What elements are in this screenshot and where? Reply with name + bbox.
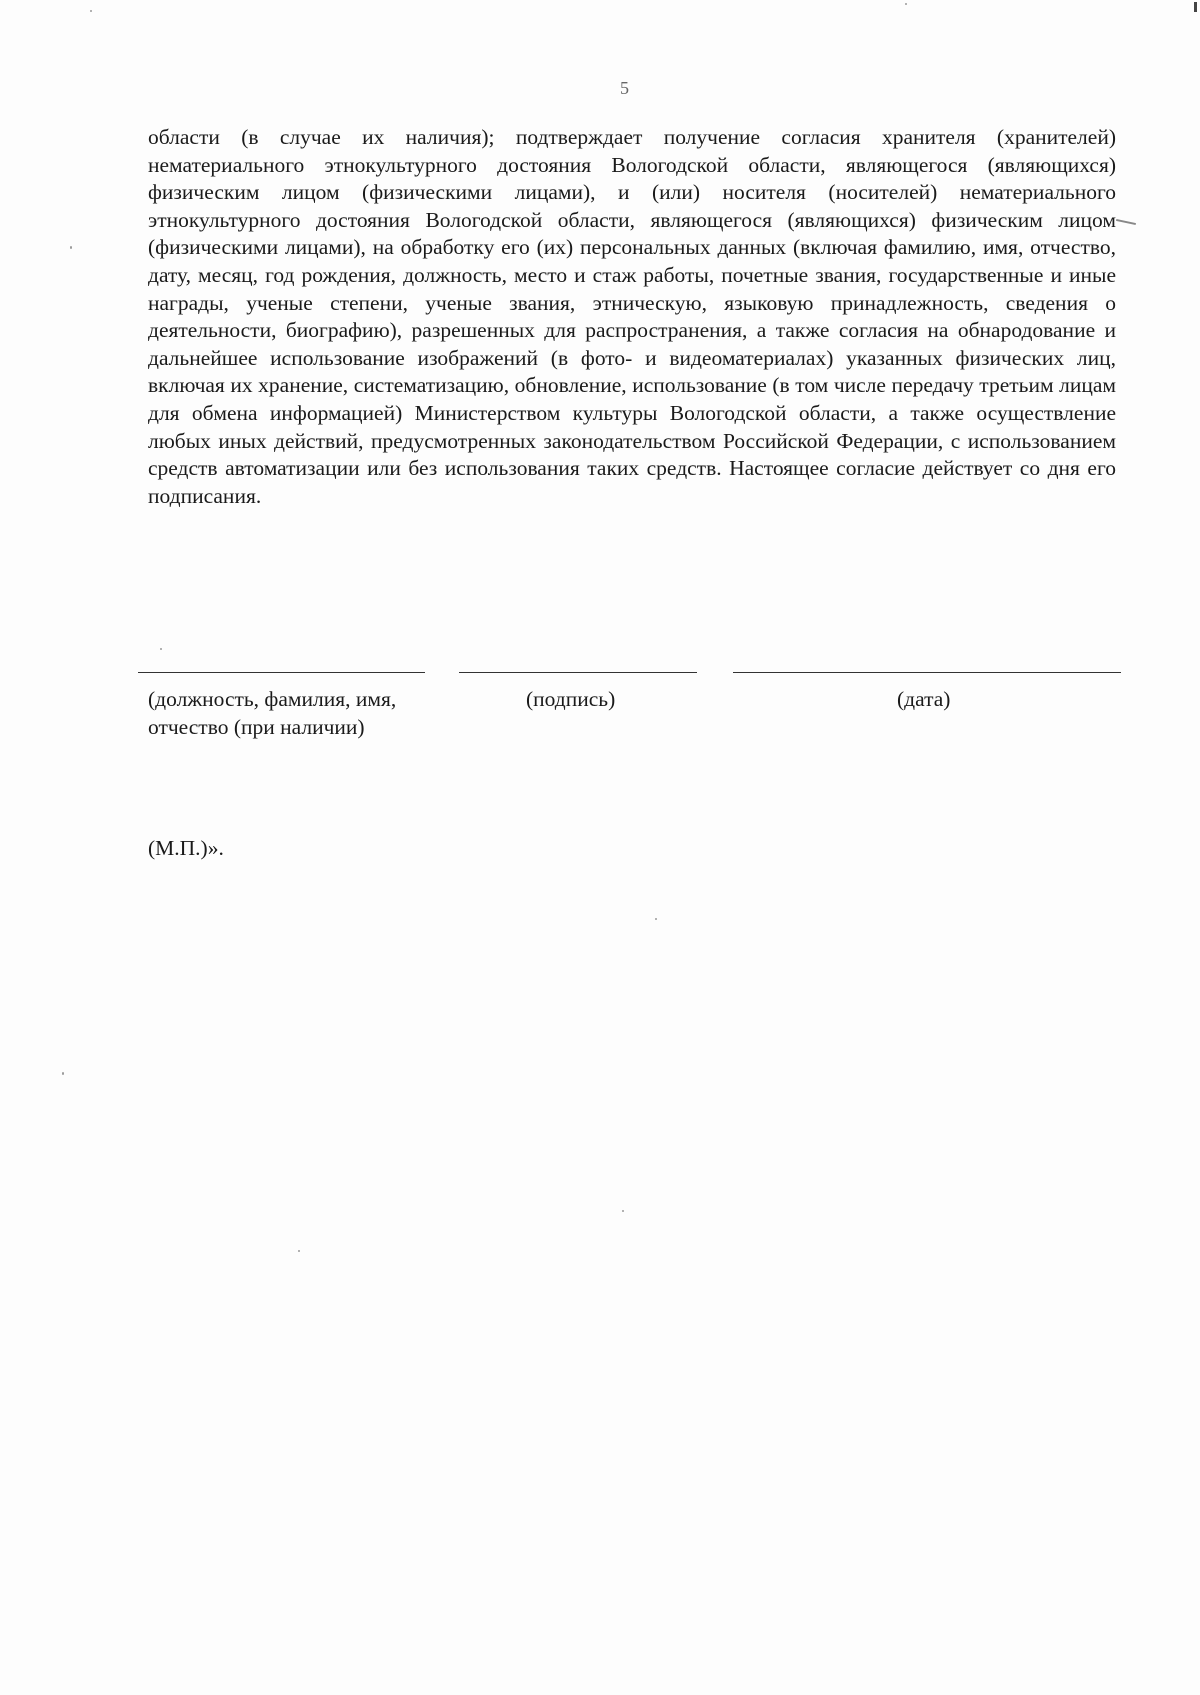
stamp-mark: (М.П.)». xyxy=(148,836,224,860)
scan-speck xyxy=(655,918,657,920)
signature-line xyxy=(459,672,697,673)
scan-speck xyxy=(905,3,907,5)
scan-speck xyxy=(298,1250,300,1252)
position-label: (должность, фамилия, имя, отчество (при наличии) xyxy=(148,687,397,739)
body-paragraph: области (в случае их наличия); подтверждает получение согласия хранителя (хранителей) нематериального этнокультурного достояния Вологодской области, являющегося (являющихся) физическим лицом (физическими лицами), и (или) носителя (носителей) нематериального этнокультурного достояния Вологодской области, являющегося (являющихся) физическим лицом (физическими лицами), на обработку его (их) персональных данных (включая фамилию, имя, отчество, дату, месяц, год рождения, должность, место и стаж работы, почетные звания, государственные и иные награды, ученые степени, ученые звания, этническую, языковую принадлежность, сведения о деятельности, биографию), разрешенных для распространения, а также согласия на обнародование и дальнейшее использование изображений (в фото- и видеоматериалах) указанных физических лиц, включая их хранение, систематизацию, обновление, использование (в том числе передачу третьим лицам для обмена информацией) Министерством культуры Вологодской области, а также осуществление любых иных действий, предусмотренных законодательством Российской Федерации, с использованием средств автоматизации или без использования таких средств. Настоящее согласие действует со дня его подписания. xyxy=(148,125,1116,508)
date-label: (дата) xyxy=(897,687,951,711)
scan-edge-mark xyxy=(1194,2,1197,12)
scan-speck xyxy=(70,246,72,249)
signature-label: (подпись) xyxy=(526,687,616,711)
scan-speck xyxy=(160,648,162,650)
scan-speck xyxy=(622,1210,624,1212)
page-number: 5 xyxy=(620,78,629,98)
scan-edge-mark xyxy=(1116,219,1136,225)
position-signature-line xyxy=(138,672,425,673)
scan-speck xyxy=(62,1072,64,1075)
scan-speck xyxy=(90,10,92,12)
date-signature-line xyxy=(733,672,1121,673)
